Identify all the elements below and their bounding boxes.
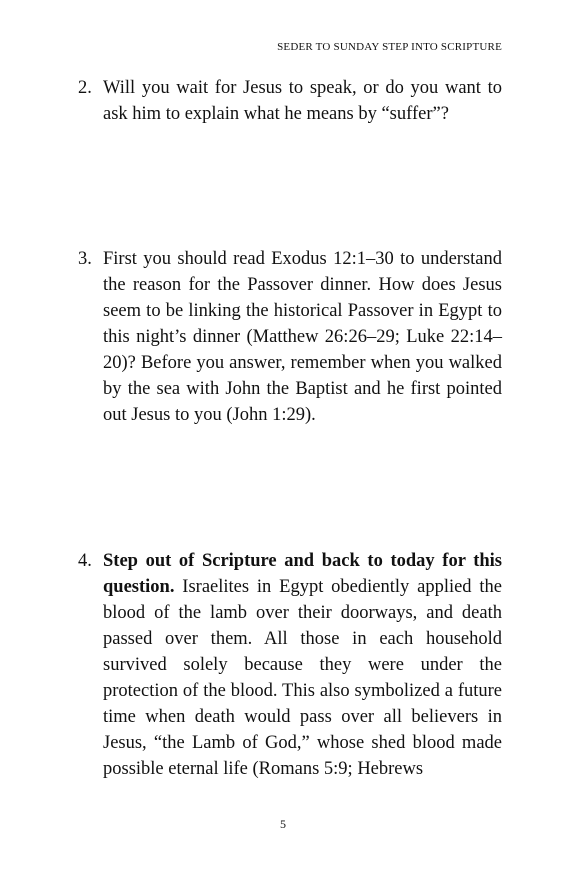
- question-2: [78, 75, 502, 127]
- question-body: Will you wait for Jesus to speak, or do you want to ask him to explain what he means by “suffer”?: [103, 78, 502, 124]
- question-number: 2.: [78, 78, 92, 98]
- question-number: 4.: [78, 551, 92, 571]
- running-head: SEDER TO SUNDAY STEP INTO SCRIPTURE: [277, 41, 502, 53]
- question-4: [78, 548, 502, 782]
- question-3: [78, 246, 502, 428]
- question-text: [103, 246, 502, 428]
- page-number: 5: [280, 817, 286, 831]
- question-number: 3.: [78, 249, 92, 269]
- question-body: First you should read Exodus 12:1–30 to understand the reason for the Passover dinner. How does Jesus seem to be linking the historical Passover in Egypt to this night’s dinner (Matthew 26:26–29; Luke 22:14–20)? Before you answer, remember when you walked by the sea with John the Baptist and he first pointed out Jesus to you (John 1:29).: [103, 249, 502, 425]
- question-bold-lead: Step out of Scripture and back to today for this question.: [103, 551, 502, 597]
- question-body: Israelites in Egypt obediently applied the blood of the lamb over their doorways, and death passed over them. All those in each household survived solely because they were under the protection of the blood. This also symbolized a future time when death would pass over all believers in Jesus, “the Lamb of God,” whose shed blood made possible eternal life (Romans 5:9; Hebrews: [103, 577, 502, 779]
- question-text: [103, 75, 502, 127]
- question-text: [103, 548, 502, 782]
